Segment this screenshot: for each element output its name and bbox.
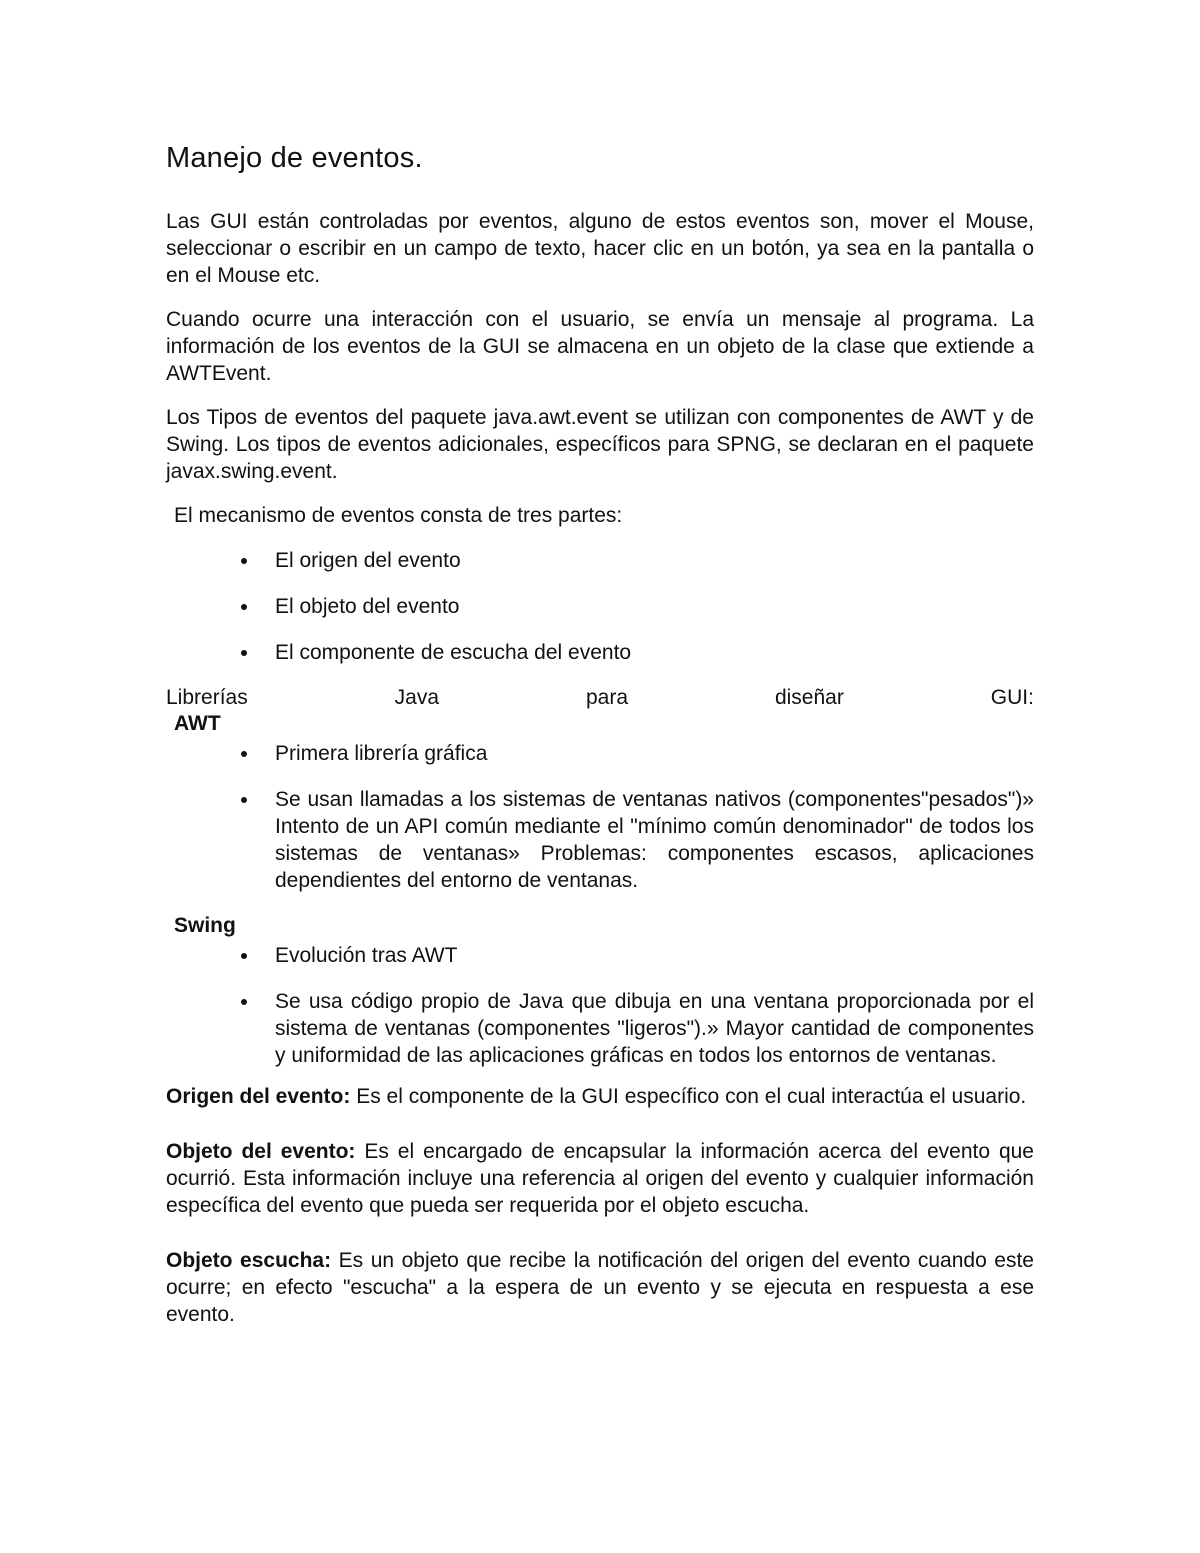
list-item	[166, 639, 1034, 666]
bullet-icon	[241, 604, 247, 610]
swing-list	[166, 942, 1034, 1069]
libraries-word: diseñar	[774, 686, 844, 709]
document-title: Manejo de eventos.	[166, 142, 423, 174]
paragraph-gui-events: Las GUI están controladas por eventos, alguno de estos eventos son, mover el Mouse, seleccionar o escribir en un campo de texto, hacer clic en un botón, ya sea en la pantalla o en el Mouse etc.	[166, 210, 1034, 287]
list-item-text: El componente de escucha del evento	[275, 641, 632, 664]
libraries-word: Java	[394, 686, 440, 709]
list-item-text: Primera librería gráfica	[275, 742, 488, 765]
bullet-icon	[241, 751, 247, 757]
definition-term: Objeto escucha:	[166, 1249, 332, 1272]
definition-term: Objeto del evento:	[166, 1140, 356, 1163]
list-item	[166, 988, 1034, 1069]
bullet-icon	[241, 999, 247, 1005]
list-item	[166, 740, 1034, 767]
awt-heading: AWT	[174, 712, 221, 735]
definition-text: Es el encargado de encapsular la información acerca del evento que ocurrió. Esta información incluye una referencia al origen del evento y cualquier información específica del evento que pueda ser requerida por el objeto escucha.	[166, 1140, 1034, 1217]
list-item-text: Se usa código propio de Java que dibuja en una ventana proporcionada por el sistema de ventanas (componentes "ligeros").» Mayor cantidad de componentes y uniformidad de las aplicaciones gráficas en todos los entornos de ventanas.	[275, 990, 1034, 1067]
awt-list	[166, 740, 1034, 894]
definition-event-object	[166, 1138, 1034, 1219]
list-item-text: El objeto del evento	[275, 595, 460, 618]
bullet-icon	[241, 650, 247, 656]
definition-origin	[166, 1083, 1034, 1110]
bullet-icon	[241, 558, 247, 564]
list-item	[166, 786, 1034, 894]
bullet-icon	[241, 797, 247, 803]
swing-heading: Swing	[174, 914, 236, 937]
libraries-line	[166, 684, 1034, 711]
list-item	[166, 593, 1034, 620]
definition-listener	[166, 1247, 1034, 1328]
list-item-text: El origen del evento	[275, 549, 461, 572]
list-item-text: Se usan llamadas a los sistemas de ventanas nativos (componentes"pesados")» Intento de un API común mediante el "mínimo común denominador" de todos los sistemas de ventanas» Problemas: componentes escasos, aplicaciones dependientes del entorno de ventanas.	[275, 788, 1034, 892]
list-item	[166, 547, 1034, 574]
list-item	[166, 942, 1034, 969]
definition-text: Es un objeto que recibe la notificación del origen del evento cuando este ocurre; en efecto "escucha" a la espera de un evento y se ejecuta en respuesta a ese evento.	[166, 1249, 1034, 1326]
libraries-word: para	[585, 686, 628, 709]
definition-term: Origen del evento:	[166, 1085, 351, 1108]
bullet-icon	[241, 953, 247, 959]
paragraph-interaction: Cuando ocurre una interacción con el usuario, se envía un mensaje al programa. La información de los eventos de la GUI se almacena en un objeto de la clase que extiende a AWTEvent.	[166, 308, 1034, 385]
libraries-word: GUI:	[990, 686, 1034, 709]
paragraph-event-types: Los Tipos de eventos del paquete java.awt.event se utilizan con componentes de AWT y de Swing. Los tipos de eventos adicionales, específicos para SPNG, se declaran en el paquete javax.swing.event.	[166, 406, 1034, 483]
definition-text: Es el componente de la GUI específico con el cual interactúa el usuario.	[350, 1085, 1027, 1108]
libraries-word: Librerías	[166, 686, 248, 709]
mechanism-intro: El mecanismo de eventos consta de tres partes:	[174, 504, 623, 527]
mechanism-list	[166, 547, 1034, 666]
document-page	[166, 138, 1034, 1356]
list-item-text: Evolución tras AWT	[275, 944, 458, 967]
